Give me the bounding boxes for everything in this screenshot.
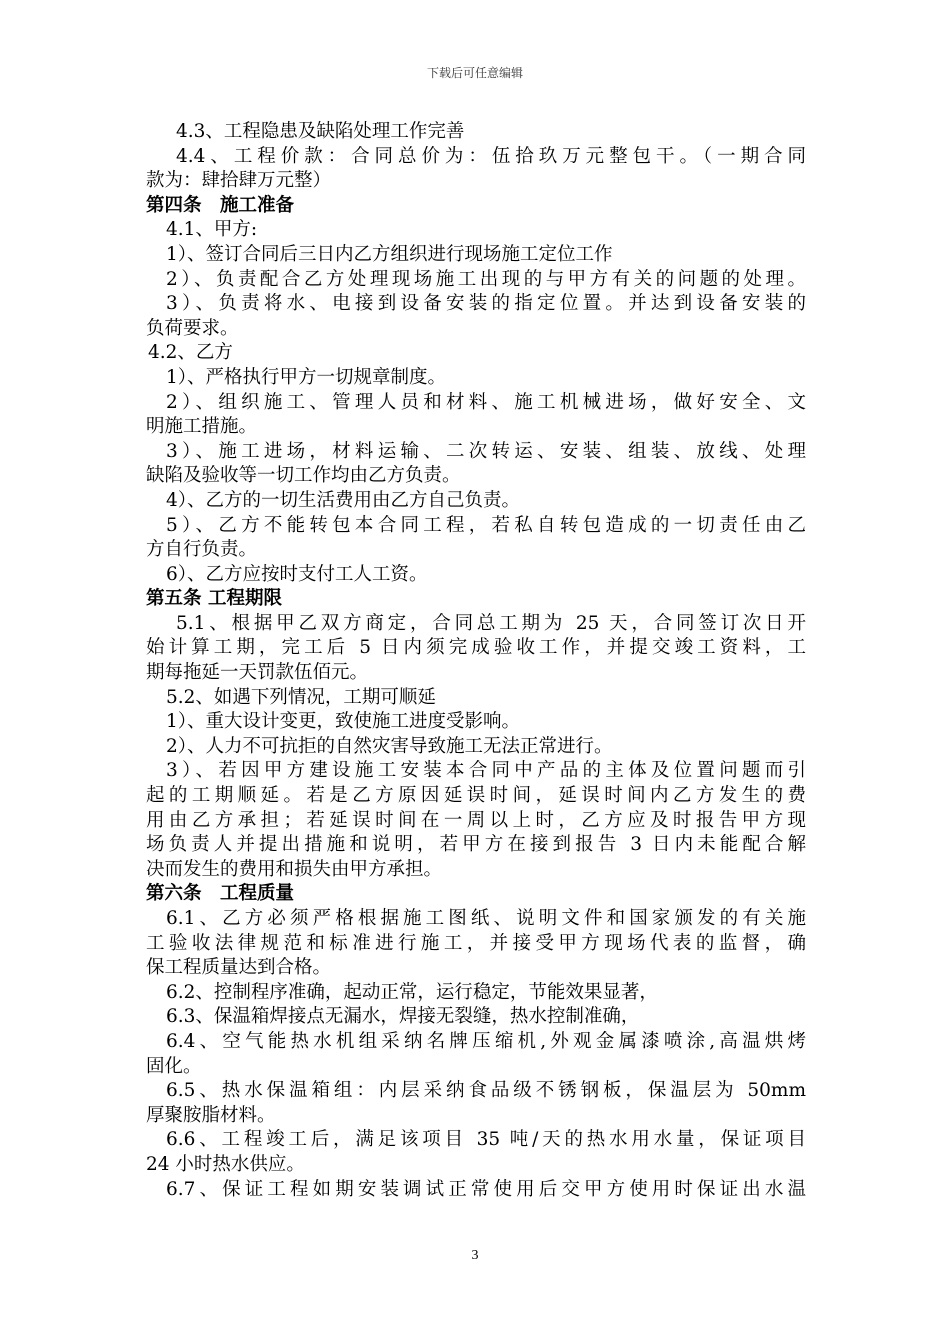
article-6-heading: 第六条 工程质量 [146, 883, 295, 905]
item-5-2-3-cont-1: 起的工期顺延。若是乙方原因延误时间，延误时间内乙方发生的费 [146, 785, 806, 807]
clause-4-4: 4.4、工程价款：合同总价为：伍拾玖万元整包干。（一期合同 [176, 145, 806, 167]
clause-5-2: 5.2、如遇下列情况，工期可顺延 [166, 686, 436, 708]
clause-6-2: 6.2、控制程序准确，起动正常，运行稳定，节能效果显著， [166, 981, 658, 1003]
item-4-2-4: 4）、乙方的一切生活费用由乙方自己负责。 [166, 489, 521, 511]
clause-6-6-cont: 24 小时热水供应。 [146, 1153, 305, 1175]
clause-6-3: 6.3、保温箱焊接点无漏水，焊接无裂缝，热水控制准确， [166, 1006, 640, 1028]
clause-6-1-cont-1: 工验收法律规范和标准进行施工，并接受甲方现场代表的监督，确 [146, 932, 806, 954]
clause-6-5: 6.5、热水保温箱组：内层采纳食品级不锈钢板，保温层为 50mm [166, 1080, 806, 1102]
page-header: 下载后可任意编辑 [426, 66, 523, 80]
clause-4-4-cont: 款为：肆拾肆万元整） [146, 170, 332, 192]
clause-6-4-cont: 固化。 [146, 1055, 202, 1077]
item-4-2-2-cont: 明施工措施。 [146, 416, 258, 438]
item-5-2-1: 1）、重大设计变更，致使施工进度受影响。 [166, 711, 521, 733]
item-5-2-2: 2）、人力不可抗拒的自然灾害导致施工无法正常进行。 [166, 735, 613, 757]
document-body [146, 120, 806, 1202]
item-4-1-3: 3）、负责将水、电接到设备安装的指定位置。并达到设备安装的 [166, 293, 806, 315]
clause-5-1-cont-1: 始计算工期，完工后 5 日内须完成验收工作，并提交竣工资料，工 [146, 637, 806, 659]
article-5-heading: 第五条 工程期限 [146, 588, 282, 610]
item-5-2-3-cont-2: 用由乙方承担；若延误时间在一周以上时，乙方应及时报告甲方现 [146, 809, 806, 831]
clause-6-5-cont: 厚聚胺脂材料。 [146, 1104, 276, 1126]
clause-4-2: 4.2、乙方 [148, 342, 233, 364]
item-4-1-3-cont: 负荷要求。 [146, 317, 239, 339]
clause-5-1: 5.1、根据甲乙双方商定，合同总工期为 25 天，合同签订次日开 [176, 612, 806, 634]
item-4-1-1: 1）、签订合同后三日内乙方组织进行现场施工定位工作 [166, 243, 613, 265]
item-4-2-2: 2）、组织施工、管理人员和材料、施工机械进场，做好安全、文 [166, 391, 806, 413]
clause-6-6: 6.6、工程竣工后，满足该项目 35 吨/天的热水用水量，保证项目 [166, 1129, 806, 1151]
item-4-2-5-cont: 方自行负责。 [146, 539, 258, 561]
item-5-2-3: 3）、若因甲方建设施工安装本合同中产品的主体及位置问题而引 [166, 760, 806, 782]
clause-6-4: 6.4、空气能热水机组采纳名牌压缩机,外观金属漆喷涂,高温烘烤 [166, 1030, 806, 1052]
item-4-2-5: 5）、乙方不能转包本合同工程，若私自转包造成的一切责任由乙 [166, 514, 806, 536]
item-4-1-2: 2）、负责配合乙方处理现场施工出现的与甲方有关的问题的处理。 [166, 268, 806, 290]
clause-5-1-cont-2: 期每拖延一天罚款伍佰元。 [146, 662, 369, 684]
item-4-2-3-cont: 缺陷及验收等一切工作均由乙方负责。 [146, 465, 461, 487]
clause-4-3: 4.3、工程隐患及缺陷处理工作完善 [176, 121, 465, 142]
item-5-2-3-cont-3: 场负责人并提出措施和说明，若甲方在接到报告 3 日内未能配合解 [146, 834, 806, 856]
clause-6-7: 6.7、保证工程如期安装调试正常使用后交甲方使用时保证出水温 [166, 1178, 806, 1200]
article-4-heading: 第四条 施工准备 [146, 194, 295, 216]
item-4-2-6: 6）、乙方应按时支付工人工资。 [166, 563, 428, 585]
clause-4-1: 4.1、甲方: [166, 219, 258, 241]
clause-6-1-cont-2: 保工程质量达到合格。 [146, 957, 332, 979]
item-4-2-3: 3）、施工进场，材料运输、二次转运、安装、组装、放线、处理 [166, 440, 806, 462]
item-5-2-3-cont-4: 决而发生的费用和损失由甲方承担。 [146, 858, 443, 880]
clause-6-1: 6.1、乙方必须严格根据施工图纸、说明文件和国家颁发的有关施 [166, 908, 806, 929]
page-number: 3 [471, 1248, 479, 1263]
item-4-2-1: 1）、严格执行甲方一切规章制度。 [166, 366, 447, 388]
